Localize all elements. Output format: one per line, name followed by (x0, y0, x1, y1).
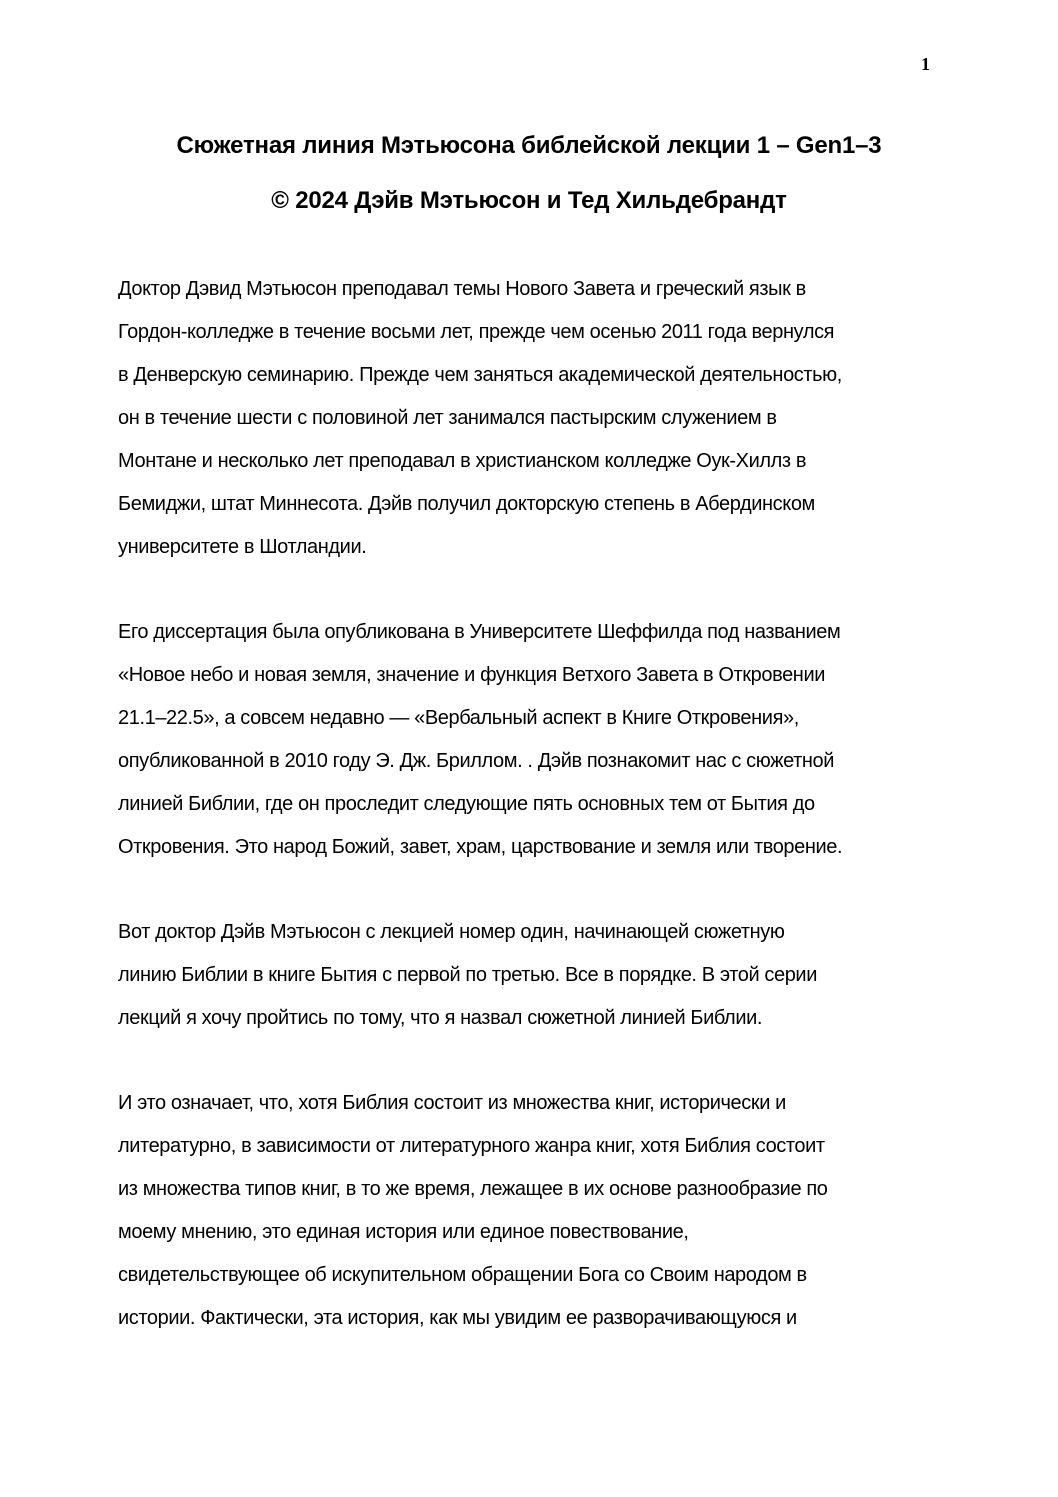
document-title (64, 118, 994, 228)
text-line: из множества типов книг, в то же время, лежащее в их основе разнообразие по (118, 1178, 828, 1200)
text-line: в Денверскую семинарию. Прежде чем заняться академической деятельностью, (118, 364, 842, 386)
text-line: 21.1–22.5», а совсем недавно — «Вербальный аспект в Книге Откровения», (118, 707, 799, 729)
paragraph (118, 268, 978, 569)
paragraph (118, 1082, 978, 1340)
text-line: он в течение шести с половиной лет занимался пастырским служением в (118, 407, 777, 429)
text-line: Доктор Дэвид Мэтьюсон преподавал темы Нового Завета и греческий язык в (118, 278, 806, 300)
text-line: Откровения. Это народ Божий, завет, храм, царствование и земля или творение. (118, 836, 843, 858)
text-line: линию Библии в книге Бытия с первой по третью. Все в порядке. В этой серии (118, 964, 817, 986)
text-line: свидетельствующее об искупительном обращении Бога со Своим народом в (118, 1264, 807, 1286)
text-line: моему мнению, это единая история или единое повествование, (118, 1221, 689, 1243)
text-line: И это означает, что, хотя Библия состоит из множества книг, исторически и (118, 1092, 786, 1114)
paragraph (118, 611, 978, 869)
text-line: лекций я хочу пройтись по тому, что я назвал сюжетной линией Библии. (118, 1007, 763, 1029)
text-line: Его диссертация была опубликована в Университете Шеффилда под названием (118, 621, 841, 643)
text-line: Гордон-колледже в течение восьми лет, прежде чем осенью 2011 года вернулся (118, 321, 835, 343)
text-line: литературно, в зависимости от литературного жанра книг, хотя Библия состоит (118, 1135, 825, 1157)
title-line-1: Сюжетная линия Мэтьюсона библейской лекции 1 – Gen1–3 (176, 131, 882, 159)
text-line: Бемиджи, штат Миннесота. Дэйв получил докторскую степень в Абердинском (118, 493, 815, 515)
text-line: Вот доктор Дэйв Мэтьюсон с лекцией номер один, начинающей сюжетную (118, 921, 785, 943)
text-line: Монтане и несколько лет преподавал в христианском колледже Оук-Хиллз в (118, 450, 807, 472)
text-line: университете в Шотландии. (118, 536, 367, 558)
document-body (118, 268, 978, 1382)
text-line: опубликованной в 2010 году Э. Дж. Бриллом. . Дэйв познакомит нас с сюжетной (118, 750, 835, 772)
title-line-2: © 2024 Дэйв Мэтьюсон и Тед Хильдебрандт (271, 186, 787, 214)
text-line: истории. Фактически, эта история, как мы увидим ее разворачивающуюся и (118, 1307, 797, 1329)
text-line: линией Библии, где он проследит следующие пять основных тем от Бытия до (118, 793, 815, 815)
page-number: 1 (921, 54, 930, 74)
text-line: «Новое небо и новая земля, значение и функция Ветхого Завета в Откровении (118, 664, 825, 686)
paragraph (118, 911, 978, 1040)
